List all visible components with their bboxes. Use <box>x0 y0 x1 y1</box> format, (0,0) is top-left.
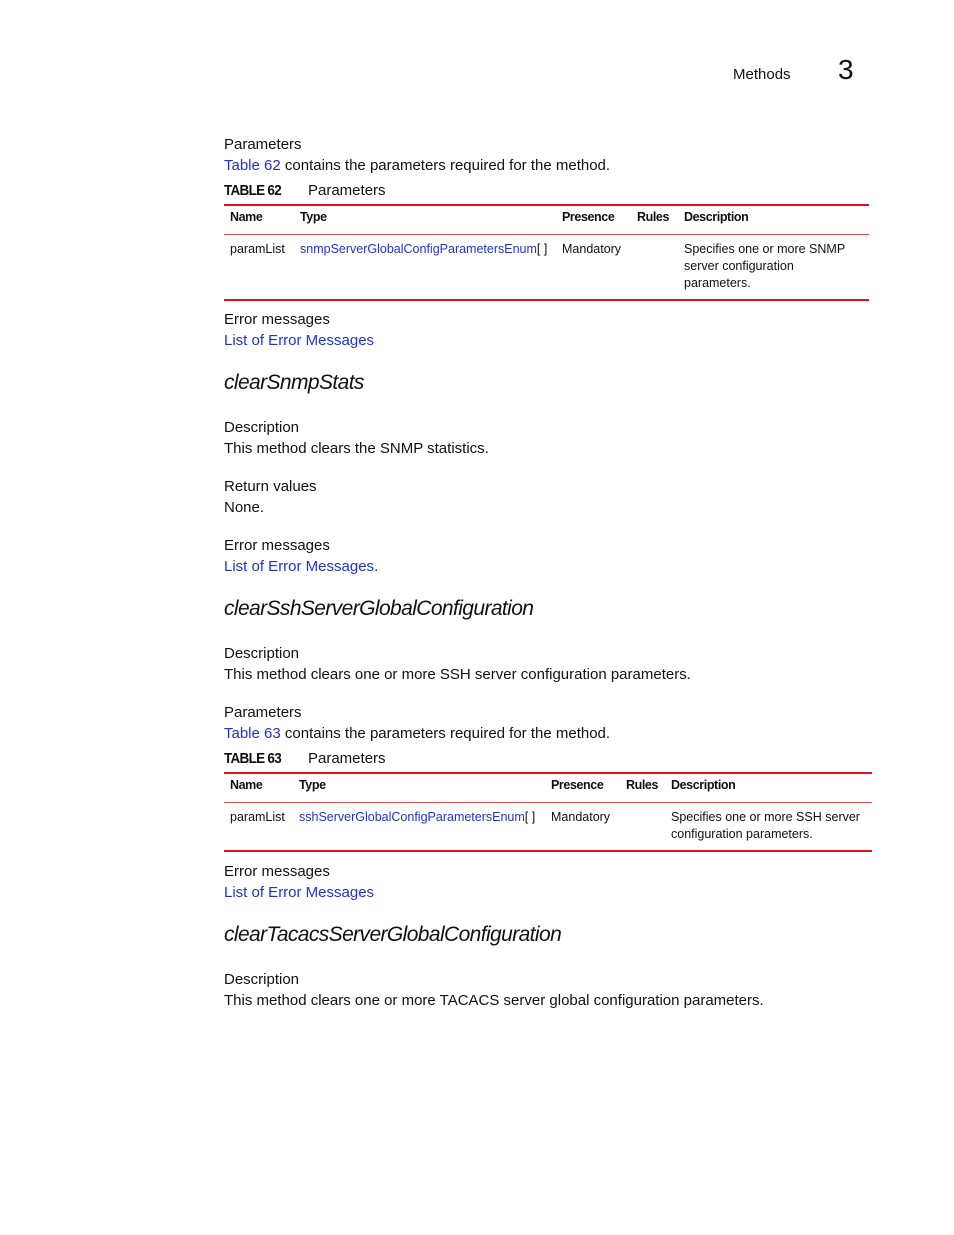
cell-rules <box>631 235 678 301</box>
col-rules: Rules <box>620 773 665 803</box>
cell-name: paramList <box>230 810 285 824</box>
type-link[interactable]: sshServerGlobalConfigParametersEnum <box>299 810 525 824</box>
col-description: Description <box>678 205 869 235</box>
return-values-heading: Return values <box>224 478 317 495</box>
table-62-number: TABLE 62 <box>224 182 282 199</box>
description-text: This method clears one or more TACACS server global configuration parameters. <box>224 992 764 1009</box>
parameters-heading: Parameters <box>224 136 302 153</box>
cell-presence: Mandatory <box>551 810 611 824</box>
parameters-intro <box>224 724 610 744</box>
table-63-link[interactable]: Table 63 <box>224 725 281 742</box>
section-title-clearsnmpstats: clearSnmpStats <box>224 371 364 394</box>
section-title-cleartacacsserverglobalconfiguration: clearTacacsServerGlobalConfiguration <box>224 923 562 946</box>
type-link[interactable]: snmpServerGlobalConfigParametersEnum <box>300 242 537 256</box>
cell-type <box>293 803 545 852</box>
parameters-heading: Parameters <box>224 704 302 721</box>
table-62-caption <box>224 182 386 199</box>
running-header-section: Methods <box>733 66 791 83</box>
col-name: Name <box>224 205 294 235</box>
table-63-title: Parameters <box>308 750 386 767</box>
chapter-number: 3 <box>838 54 854 85</box>
error-messages-heading: Error messages <box>224 311 330 328</box>
col-presence: Presence <box>545 773 620 803</box>
return-values-text: None. <box>224 499 265 516</box>
description-heading: Description <box>224 645 300 662</box>
col-rules: Rules <box>631 205 678 235</box>
cell-rules <box>620 803 665 852</box>
cell-type <box>294 235 556 301</box>
col-type: Type <box>294 205 556 235</box>
col-type: Type <box>293 773 545 803</box>
error-messages-heading: Error messages <box>224 537 330 554</box>
parameters-table-63 <box>224 772 872 852</box>
cell-description: Specifies one or more SNMP server configuration parameters. <box>684 242 845 290</box>
table-62-title: Parameters <box>308 182 386 199</box>
description-heading: Description <box>224 971 300 988</box>
error-messages-link[interactable]: List of Error Messages <box>224 558 375 575</box>
parameters-intro <box>224 156 610 176</box>
cell-presence: Mandatory <box>562 242 622 256</box>
error-messages-heading: Error messages <box>224 863 330 880</box>
cell-name: paramList <box>230 242 285 256</box>
table-63-number: TABLE 63 <box>224 750 282 767</box>
table-row <box>224 803 872 852</box>
section-title-clearsshserverglobalconfiguration: clearSshServerGlobalConfiguration <box>224 597 534 620</box>
col-description: Description <box>665 773 872 803</box>
type-suffix: [ ] <box>536 242 548 256</box>
error-messages-line <box>224 557 378 577</box>
cell-description: Specifies one or more SSH server configuration parameters. <box>671 810 860 841</box>
error-messages-link[interactable]: List of Error Messages <box>224 332 375 349</box>
description-text: This method clears the SNMP statistics. <box>224 440 489 457</box>
parameters-intro-text: contains the parameters required for the method. <box>280 157 611 174</box>
error-messages-period: . <box>374 558 379 575</box>
description-text: This method clears one or more SSH server configuration parameters. <box>224 666 691 683</box>
table-row <box>224 235 869 301</box>
parameters-table-62 <box>224 204 869 301</box>
error-messages-link[interactable]: List of Error Messages <box>224 884 375 901</box>
table-62-link[interactable]: Table 62 <box>224 157 281 174</box>
table-63-caption <box>224 750 386 767</box>
col-presence: Presence <box>556 205 631 235</box>
description-heading: Description <box>224 419 300 436</box>
col-name: Name <box>224 773 293 803</box>
parameters-intro-text: contains the parameters required for the method. <box>280 725 611 742</box>
type-suffix: [ ] <box>524 810 536 824</box>
